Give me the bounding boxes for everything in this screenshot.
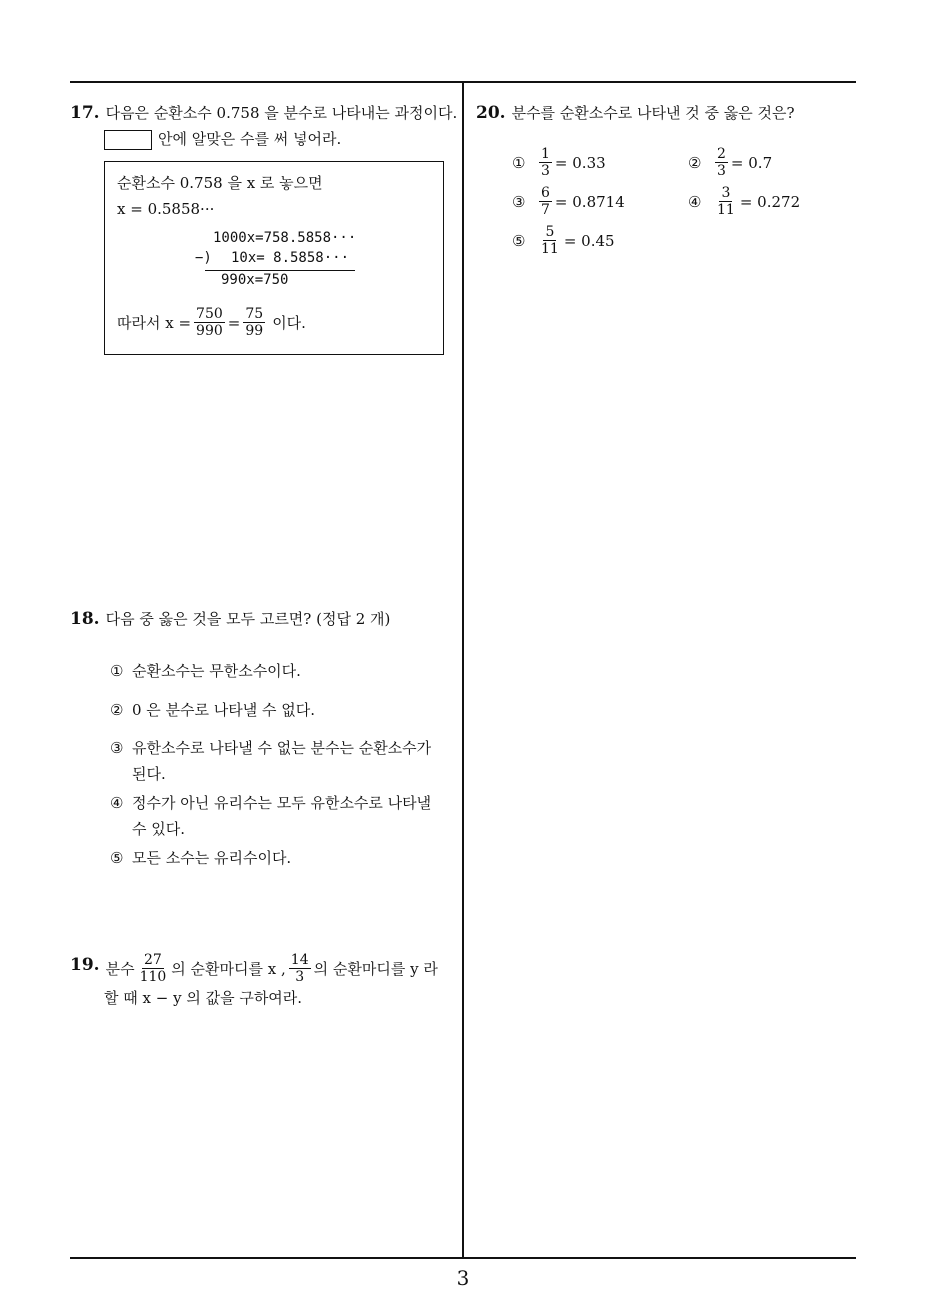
question-text: 분수를 순환소수로 나타낸 것 중 옳은 것은?: [511, 104, 795, 122]
box-line1: 순환소수 0.758 을 x 로 놓으면: [117, 174, 323, 192]
fraction-27-110: $\frac{27}{110}$: [139, 952, 167, 985]
calc-line1: 1000x=758.5858···: [213, 230, 357, 246]
question-20: [476, 100, 795, 126]
page-number: 3: [456, 1266, 470, 1290]
option-1[interactable]: ① 순환소수는 무한소수이다.: [110, 662, 301, 680]
answer-blank-box[interactable]: [104, 130, 152, 150]
equals-sign: =: [227, 313, 241, 332]
answer-5[interactable]: ⑤ $\frac{5}{11}$ = 0.45: [512, 224, 615, 257]
question-number: 17.: [70, 103, 100, 123]
question-number: 19.: [70, 955, 100, 975]
question-number: 18.: [70, 609, 100, 629]
question-text: 다음 중 옳은 것을 모두 고르면? (정답 2 개): [105, 610, 391, 628]
question-text: 다음은 순환소수 0.758 을 분수로 나타내는 과정이다.: [105, 104, 458, 122]
option-4[interactable]: ④ 정수가 아닌 유리수는 모두 유한소수로 나타낼 수 있다.: [110, 794, 432, 838]
question-19: [70, 952, 438, 985]
calc-line2: 10x= 8.5858···: [231, 250, 350, 266]
option-2[interactable]: ② 0 은 분수로 나타낼 수 없다.: [110, 701, 316, 719]
conclusion-prefix: 따라서 x =: [117, 314, 192, 332]
fraction-14-3: $\frac{14}{3}$: [290, 952, 309, 985]
calc-line3: 990x=750: [221, 272, 289, 288]
fraction-750-990: $\frac{750}{990}$: [196, 306, 223, 339]
calc-minus: −): [195, 250, 212, 266]
column-divider: [462, 82, 464, 1258]
answer-2[interactable]: ② $\frac{2}{3}$ = 0.7: [688, 146, 773, 179]
answer-4[interactable]: ④ $\frac{3}{11}$ = 0.272: [688, 185, 801, 218]
option-3[interactable]: ③ 유한소수로 나타낼 수 없는 분수는 순환소수가 된다.: [110, 739, 432, 783]
solution-box: [104, 161, 444, 355]
option-5[interactable]: ⑤ 모든 소수는 유리수이다.: [110, 849, 292, 867]
question-number: 20.: [476, 103, 506, 123]
q19-line2: 할 때 x − y 의 값을 구하여라.: [104, 989, 303, 1007]
question-text-line2: 안에 알맞은 수를 써 넣어라.: [158, 130, 342, 148]
conclusion-suffix: 이다.: [272, 314, 306, 332]
question-18: [70, 606, 390, 632]
box-line2: x = 0.5858···: [117, 200, 215, 218]
calc-rule: [205, 270, 355, 271]
q19-text-b: 의 순환마디를 x ,: [171, 959, 286, 978]
fraction-75-99: $\frac{75}{99}$: [245, 306, 264, 339]
q19-text-a: 분수: [105, 959, 135, 978]
question-17: [70, 100, 460, 152]
answer-1[interactable]: ① $\frac{1}{3}$ = 0.33: [512, 146, 606, 179]
answer-3[interactable]: ③ $\frac{6}{7}$ = 0.8714: [512, 185, 625, 218]
bottom-rule: [70, 1257, 856, 1259]
box-conclusion: [117, 306, 306, 339]
q19-text-c: 의 순환마디를 y 라: [313, 959, 438, 978]
